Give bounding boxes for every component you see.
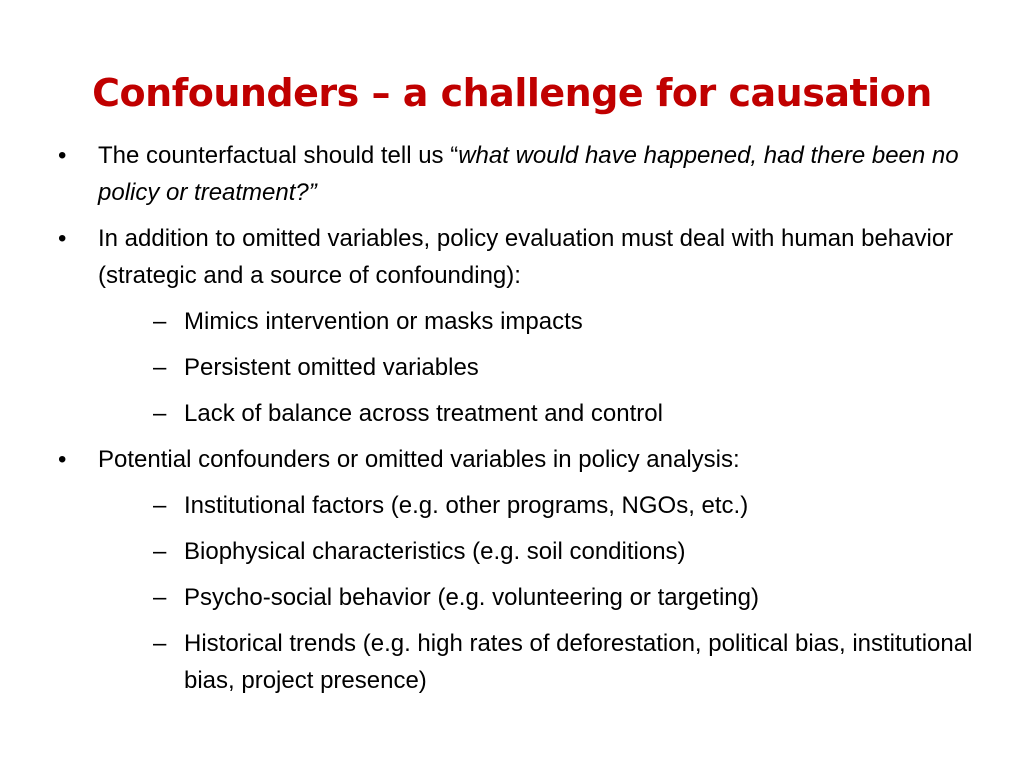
bullet-marker: • bbox=[58, 446, 67, 473]
dash-marker: – bbox=[153, 354, 167, 381]
bullet-text: In addition to omitted variables, policy evaluation must deal with human behavior (strategic and a source of confounding): bbox=[98, 225, 954, 289]
sub-bullet-item bbox=[98, 533, 998, 570]
bullet-text: The counterfactual should tell us “ bbox=[98, 142, 459, 169]
bullet-list bbox=[58, 137, 998, 708]
slide-title: Confounders – a challenge for causation bbox=[92, 71, 932, 115]
dash-marker: – bbox=[153, 400, 167, 427]
sub-bullet-text: Persistent omitted variables bbox=[184, 354, 479, 381]
bullet-item-omitted-variables bbox=[58, 220, 998, 432]
sub-bullet-text: Psycho-social behavior (e.g. volunteering or targeting) bbox=[184, 584, 759, 611]
sub-bullet-text: Mimics intervention or masks impacts bbox=[184, 308, 583, 335]
sub-bullet-text: Lack of balance across treatment and control bbox=[184, 400, 663, 427]
bullet-text: Potential confounders or omitted variables in policy analysis: bbox=[98, 446, 740, 473]
sub-bullet-item bbox=[98, 487, 998, 524]
dash-marker: – bbox=[153, 584, 167, 611]
sub-bullet-list bbox=[98, 303, 998, 432]
sub-bullet-item bbox=[98, 625, 998, 699]
bullet-marker: • bbox=[58, 142, 67, 169]
bullet-item-counterfactual bbox=[58, 137, 998, 211]
dash-marker: – bbox=[153, 492, 167, 519]
bullet-item-potential-confounders bbox=[58, 441, 998, 699]
bullet-italic-text: what would have happened, had there been no policy or treatment?” bbox=[98, 142, 959, 206]
sub-bullet-item bbox=[98, 579, 998, 616]
sub-bullet-text: Institutional factors (e.g. other programs, NGOs, etc.) bbox=[184, 492, 749, 519]
sub-bullet-item bbox=[98, 349, 998, 386]
sub-bullet-text: Historical trends (e.g. high rates of deforestation, political bias, institutional bias, project presence) bbox=[184, 630, 973, 694]
dash-marker: – bbox=[153, 538, 167, 565]
sub-bullet-text: Biophysical characteristics (e.g. soil conditions) bbox=[184, 538, 686, 565]
sub-bullet-item bbox=[98, 395, 998, 432]
dash-marker: – bbox=[153, 308, 167, 335]
sub-bullet-list bbox=[98, 487, 998, 699]
sub-bullet-item bbox=[98, 303, 998, 340]
dash-marker: – bbox=[153, 630, 167, 657]
bullet-marker: • bbox=[58, 225, 67, 252]
